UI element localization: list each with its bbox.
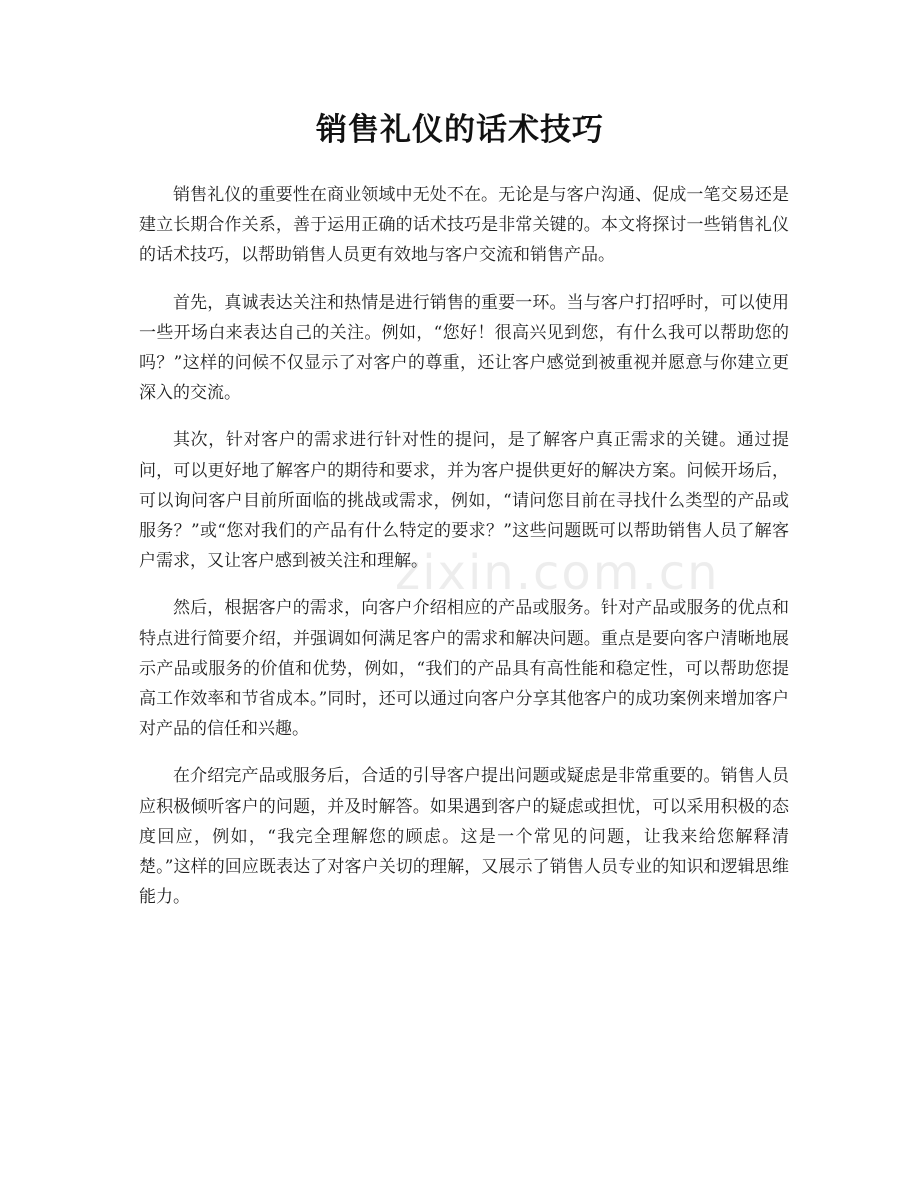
document-title: 销售礼仪的话术技巧 — [316, 112, 604, 148]
paragraph-2: 首先，真诚表达关注和热情是进行销售的重要一环。当与客户打招呼时，可以使用一些开场白来表达自己的关注。例如，“您好！很高兴见到您，有什么我可以帮助您的吗？”这样的问候不仅显示了对客户的尊重，还让客户感觉到被重视并愿意与你建立更深入的交流。 — [139, 292, 789, 404]
paragraph-1: 销售礼仪的重要性在商业领域中无处不在。无论是与客户沟通、促成一笔交易还是建立长期合作关系，善于运用正确的话术技巧是非常关键的。本文将探讨一些销售礼仪的话术技巧，以帮助销售人员更有效地与客户交流和销售产品。 — [139, 185, 789, 266]
paragraph-3: 其次，针对客户的需求进行针对性的提问，是了解客户真正需求的关键。通过提问，可以更好地了解客户的期待和要求，并为客户提供更好的解决方案。问候开场后，可以询问客户目前所面临的挑战或需求，例如，“请问您目前在寻找什么类型的产品或服务？”或“您对我们的产品有什么特定的要求？”这些问题既可以帮助销售人员了解客户需求，又让客户感到被关注和理解。 — [139, 430, 789, 572]
document-body — [139, 180, 789, 929]
paragraph-5: 在介绍完产品或服务后，合适的引导客户提出问题或疑虑是非常重要的。销售人员应积极倾听客户的问题，并及时解答。如果遇到客户的疑虑或担忧，可以采用积极的态度回应，例如，“我完全理解您的顾虑。这是一个常见的问题，让我来给您解释清楚。”这样的回应既表达了对客户关切的理解，又展示了销售人员专业的知识和逻辑思维能力。 — [139, 766, 789, 908]
paragraph-4: 然后，根据客户的需求，向客户介绍相应的产品或服务。针对产品或服务的优点和特点进行简要介绍，并强调如何满足客户的需求和解决问题。重点是要向客户清晰地展示产品或服务的价值和优势，例如，“我们的产品具有高性能和稳定性，可以帮助您提高工作效率和节省成本。”同时，还可以通过向客户分享其他客户的成功案例来增加客户对产品的信任和兴趣。 — [139, 598, 789, 740]
watermark: zixin.com.cn — [395, 545, 720, 601]
